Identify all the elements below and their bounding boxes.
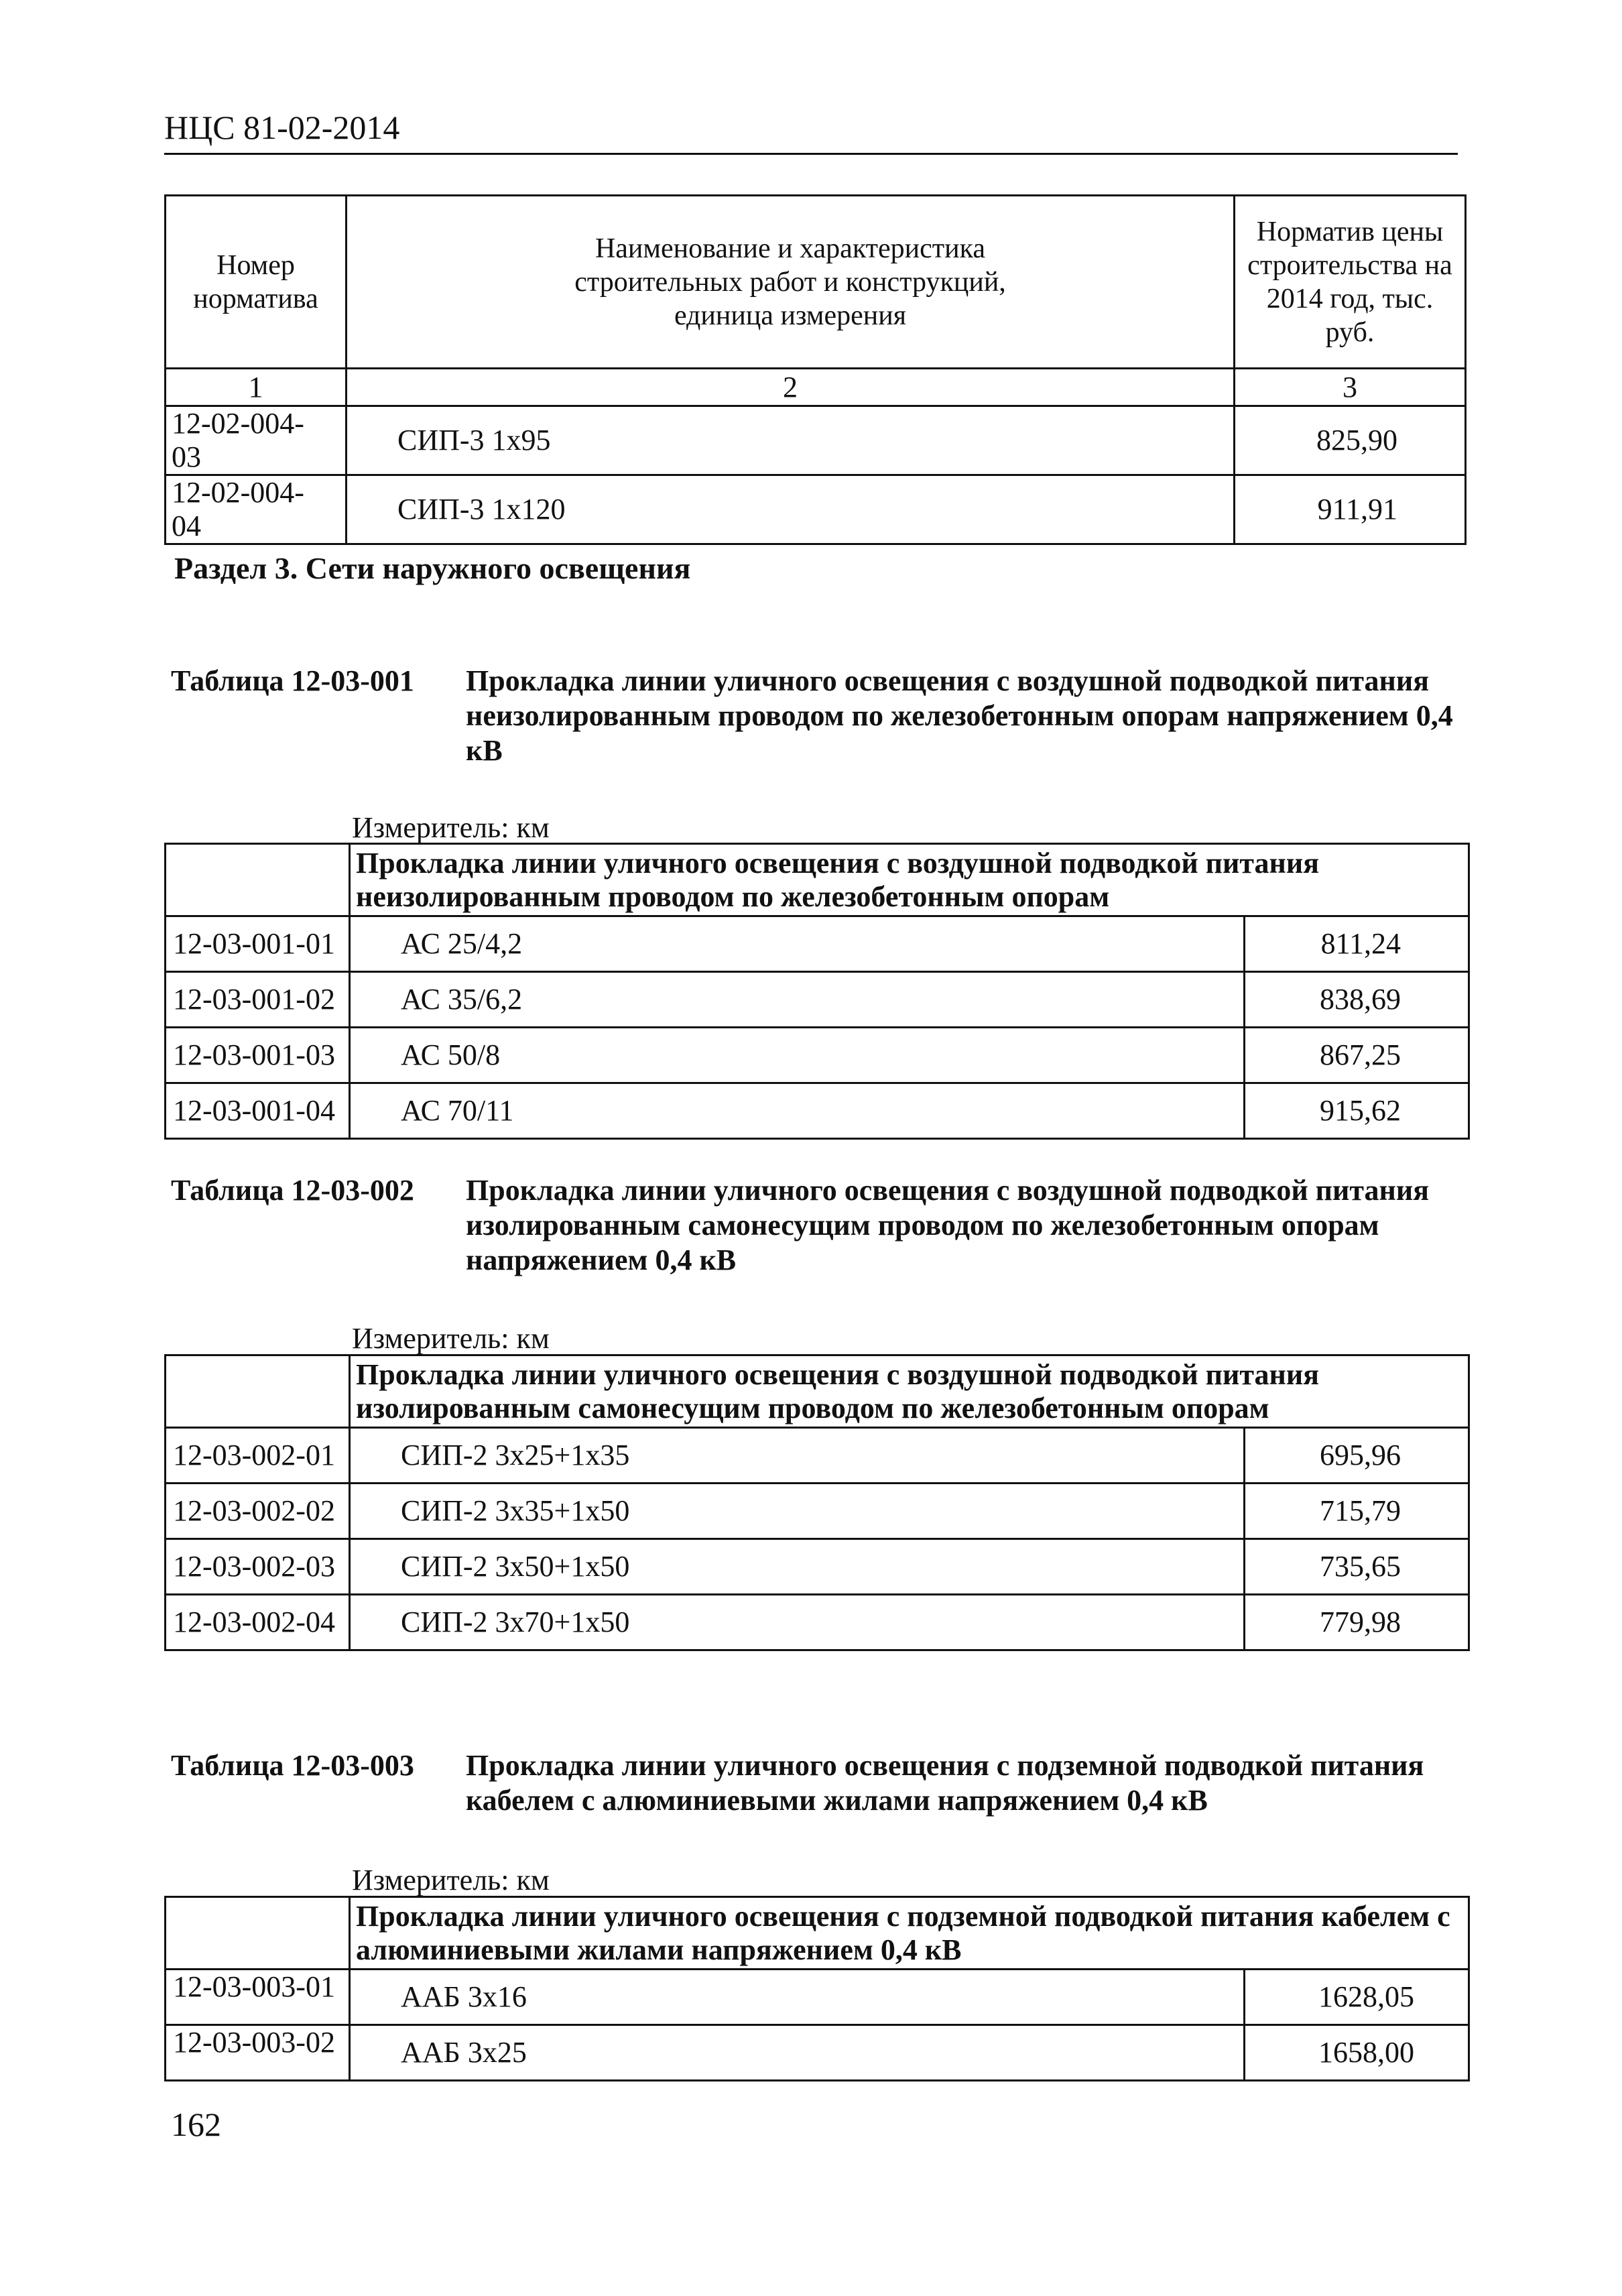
- row-code: 12-03-001-04: [166, 1083, 350, 1139]
- row-name: СИП-3 1x120: [347, 475, 1235, 544]
- table-row: [166, 406, 1466, 475]
- top-table-header-row: [166, 196, 1466, 369]
- row-code: 12-02-004-03: [166, 406, 347, 475]
- row-price: 695,96: [1245, 1428, 1469, 1484]
- row-code: 12-03-003-01: [166, 1970, 350, 2025]
- row-code: 12-03-002-03: [166, 1539, 350, 1595]
- row-price: 735,65: [1245, 1539, 1469, 1595]
- header-empty-cell: [166, 1897, 350, 1970]
- row-name: АС 70/11: [350, 1083, 1245, 1139]
- row-price: 811,24: [1245, 916, 1469, 972]
- row-code: 12-03-001-03: [166, 1028, 350, 1083]
- table-row: [166, 1484, 1469, 1539]
- table-number: Таблица 12-03-002: [171, 1174, 414, 1207]
- row-name: СИП-2 3x50+1x50: [350, 1539, 1245, 1595]
- row-code: 12-03-001-02: [166, 972, 350, 1028]
- table-caption: [171, 1748, 1464, 1822]
- section-title: Раздел 3. Сети наружного освещения: [174, 551, 691, 585]
- table-row: [166, 916, 1469, 972]
- table-number: Таблица 12-03-003: [171, 1749, 414, 1782]
- row-price: 911,91: [1235, 475, 1466, 544]
- row-price: 1658,00: [1245, 2025, 1469, 2081]
- table-caption: [171, 1173, 1464, 1280]
- table-row: [166, 1083, 1469, 1139]
- doc-code: НЦС 81-02-2014: [164, 109, 400, 146]
- table-12-03-003: [164, 1896, 1470, 2081]
- table-12-03-001: [164, 843, 1470, 1140]
- col-header-name: Наименование и характеристика строительных работ и конструкций, единица измерения: [347, 196, 1235, 369]
- table-header-row: [166, 1355, 1469, 1428]
- table-row: [166, 1028, 1469, 1083]
- row-name: СИП-2 3x70+1x50: [350, 1595, 1245, 1650]
- col-header-code: Номер норматива: [166, 196, 347, 369]
- table-caption-text: Прокладка линии уличного освещения с воздушной подводкой питания изолированным самонесущим проводом по железобетонным опорам напряжением 0,4 кВ: [466, 1174, 1430, 1276]
- table-header-row: [166, 844, 1469, 916]
- row-price: 838,69: [1245, 972, 1469, 1028]
- table-row: [166, 972, 1469, 1028]
- table-row: [166, 1428, 1469, 1484]
- col-header-price: Норматив цены строительства на 2014 год, тыс. руб.: [1235, 196, 1466, 369]
- table-caption: [171, 664, 1464, 771]
- header-empty-cell: [166, 1355, 350, 1428]
- col-number-2: 2: [347, 369, 1235, 406]
- table-unit: Измеритель: км: [352, 1864, 550, 1896]
- table-number: Таблица 12-03-001: [171, 664, 414, 697]
- row-price: 779,98: [1245, 1595, 1469, 1650]
- row-code: 12-03-001-01: [166, 916, 350, 972]
- table-row: [166, 475, 1466, 544]
- row-name: АС 25/4,2: [350, 916, 1245, 972]
- table-caption-text: Прокладка линии уличного освещения с подземной подводкой питания кабелем с алюминиевыми жилами напряжением 0,4 кВ: [466, 1749, 1424, 1817]
- row-price: 825,90: [1235, 406, 1466, 475]
- document-header: [164, 107, 1458, 155]
- col-number-1: 1: [166, 369, 347, 406]
- top-table-number-row: [166, 369, 1466, 406]
- table-12-03-002: [164, 1354, 1470, 1651]
- col-number-3: 3: [1235, 369, 1466, 406]
- row-price: 915,62: [1245, 1083, 1469, 1139]
- row-code: 12-03-002-04: [166, 1595, 350, 1650]
- row-name: СИП-3 1x95: [347, 406, 1235, 475]
- row-name: АС 35/6,2: [350, 972, 1245, 1028]
- table-header-row: [166, 1897, 1469, 1970]
- table-caption-text: Прокладка линии уличного освещения с воздушной подводкой питания неизолированным проводом по железобетонным опорам напряжением 0,4 кВ: [466, 664, 1453, 767]
- row-name: АС 50/8: [350, 1028, 1245, 1083]
- top-table: [164, 194, 1467, 545]
- table-row: [166, 1539, 1469, 1595]
- page-number: 162: [171, 2106, 221, 2143]
- table-row: [166, 1970, 1469, 2025]
- row-code: 12-02-004-04: [166, 475, 347, 544]
- row-code: 12-03-003-02: [166, 2025, 350, 2081]
- row-name: СИП-2 3x35+1x50: [350, 1484, 1245, 1539]
- row-name: ААБ 3x16: [350, 1970, 1245, 2025]
- row-name: СИП-2 3x25+1x35: [350, 1428, 1245, 1484]
- table-header: Прокладка линии уличного освещения с воздушной подводкой питания неизолированным проводом по железобетонным опорам: [350, 844, 1469, 916]
- table-header: Прокладка линии уличного освещения с подземной подводкой питания кабелем с алюминиевыми жилами напряжением 0,4 кВ: [350, 1897, 1469, 1970]
- row-price: 1628,05: [1245, 1970, 1469, 2025]
- row-price: 715,79: [1245, 1484, 1469, 1539]
- row-code: 12-03-002-01: [166, 1428, 350, 1484]
- row-code: 12-03-002-02: [166, 1484, 350, 1539]
- row-price: 867,25: [1245, 1028, 1469, 1083]
- table-row: [166, 2025, 1469, 2081]
- table-row: [166, 1595, 1469, 1650]
- table-unit: Измеритель: км: [352, 1322, 550, 1355]
- header-empty-cell: [166, 844, 350, 916]
- table-header: Прокладка линии уличного освещения с воздушной подводкой питания изолированным самонесущим проводом по железобетонным опорам: [350, 1355, 1469, 1428]
- row-name: ААБ 3x25: [350, 2025, 1245, 2081]
- table-unit: Измеритель: км: [352, 811, 550, 844]
